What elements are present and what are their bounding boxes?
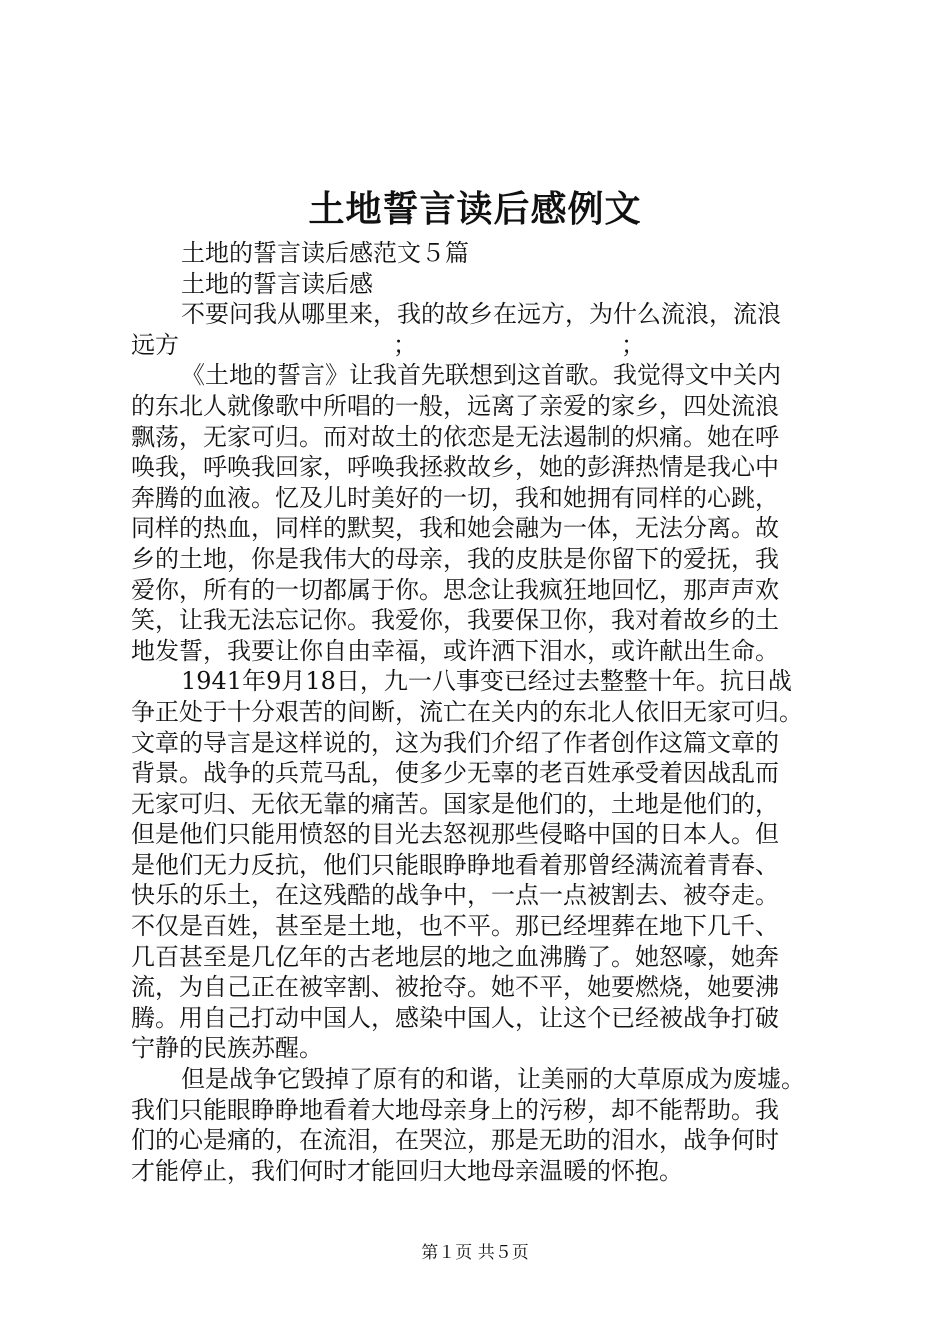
paragraph-line: 无家可归、无依无靠的痛苦。国家是他们的，土地是他们的， <box>131 789 779 818</box>
lyrics-semicolon-2: ； <box>621 330 645 359</box>
paragraph-line: 的东北人就像歌中所唱的一般，远离了亲爱的家乡，四处流浪 <box>131 391 779 420</box>
paragraph-line: 笑，让我无法忘记你。我爱你，我要保卫你，我对着故乡的土 <box>131 606 779 635</box>
lyrics-line: 不要问我从哪里来，我的故乡在远方，为什么流浪，流浪 <box>181 300 781 329</box>
lyrics-line-end: 远方 <box>131 330 179 359</box>
paragraph-line: 但是战争它毁掉了原有的和谐，让美丽的大草原成为废墟。 <box>181 1065 805 1094</box>
paragraph-line: 乡的土地，你是我伟大的母亲，我的皮肤是你留下的爱抚，我 <box>131 544 779 573</box>
paragraph-line: 我们只能眼睁睁地看着大地母亲身上的污秽，却不能帮助。我 <box>131 1095 779 1124</box>
paragraph-line: 们的心是痛的，在流泪，在哭泣，那是无助的泪水，战争何时 <box>131 1126 779 1155</box>
paragraph-line: 宁静的民族苏醒。 <box>131 1034 323 1063</box>
paragraph-line: 1941年9月18日，九一八事变已经过去整整十年。抗日战 <box>181 667 792 696</box>
paragraph-line: 但是他们只能用愤怒的目光去怒视那些侵略中国的日本人。但 <box>131 820 779 849</box>
paragraph-line: 文章的导言是这样说的，这为我们介绍了作者创作这篇文章的 <box>131 728 779 757</box>
paragraph-line: 才能停止，我们何时才能回归大地母亲温暖的怀抱。 <box>131 1156 683 1185</box>
lyrics-semicolon-1: ； <box>393 330 417 359</box>
paragraph-line: 唤我，呼唤我回家，呼唤我拯救故乡，她的彭湃热情是我心中 <box>131 453 779 482</box>
paragraph-line: 飘荡，无家可归。而对故土的依恋是无法遏制的炽痛。她在呼 <box>131 422 779 451</box>
subtitle-essay: 土地的誓言读后感 <box>181 269 373 298</box>
paragraph-line: 腾。用自己打动中国人，感染中国人，让这个已经被战争打破 <box>131 1003 779 1032</box>
subtitle-collection: 土地的誓言读后感范文５篇 <box>181 239 469 267</box>
paragraph-line: 是他们无力反抗，他们只能眼睁睁地看着那曾经满流着青春、 <box>131 850 779 879</box>
document-body <box>131 238 851 1186</box>
paragraph-line: 背景。战争的兵荒马乱，使多少无辜的老百姓承受着因战乱而 <box>131 759 779 788</box>
lyrics-line-continuation <box>131 330 851 361</box>
paragraph-line: 爱你，所有的一切都属于你。思念让我疯狂地回忆，那声声欢 <box>131 575 779 604</box>
paragraph-line: 流，为自己正在被宰割、被抢夺。她不平，她要燃烧，她要沸 <box>131 973 779 1002</box>
paragraph-line: 不仅是百姓，甚至是土地，也不平。那已经埋葬在地下几千、 <box>131 912 779 941</box>
paragraph-line: 地发誓，我要让你自由幸福，或许洒下泪水，或许献出生命。 <box>131 636 779 665</box>
paragraph-3-lines <box>131 1064 851 1186</box>
page-indicator: 第１页 共５页 <box>421 1243 529 1263</box>
paragraph-2-lines <box>131 666 851 1064</box>
paragraph-line: 奔腾的血液。忆及儿时美好的一切，我和她拥有同样的心跳， <box>131 483 779 512</box>
paragraph-line: 《土地的誓言》让我首先联想到这首歌。我觉得文中关内 <box>181 361 781 390</box>
document-title: 土地誓言读后感例文 <box>308 188 642 230</box>
paragraph-line: 争正处于十分艰苦的间断，流亡在关内的东北人依旧无家可归。 <box>131 697 803 726</box>
paragraph-line: 几百甚至是几亿年的古老地层的地之血沸腾了。她怒嚎，她奔 <box>131 942 779 971</box>
paragraph-line: 同样的热血，同样的默契，我和她会融为一体，无法分离。故 <box>131 514 779 543</box>
paragraph-1-lines <box>131 360 851 666</box>
paragraph-line: 快乐的乐土，在这残酷的战争中，一点一点被割去、被夺走。 <box>131 881 779 910</box>
